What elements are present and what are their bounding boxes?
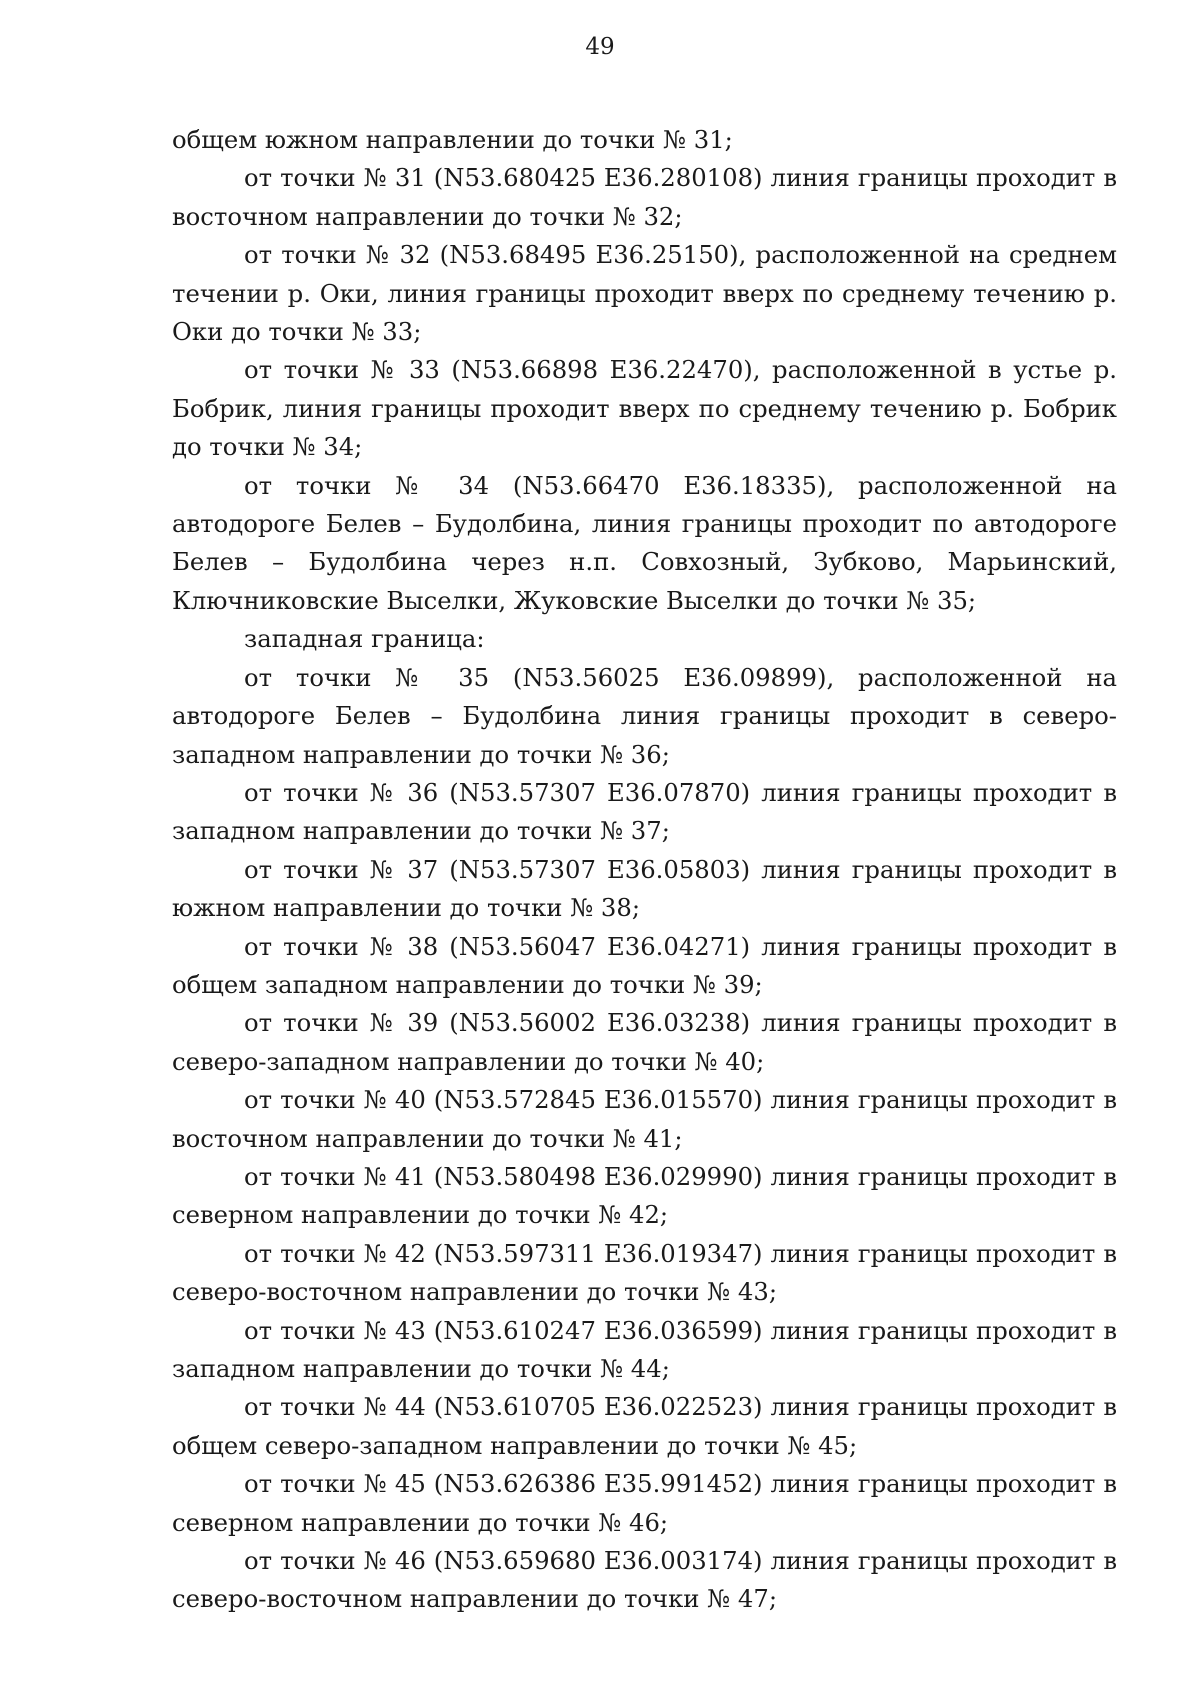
paragraph-point-37: от точки № 37 (N53.57307 E36.05803) линия границы проходит в южном направлении до точки № 38; — [172, 854, 1117, 923]
document-body — [172, 121, 1117, 1619]
paragraph-point-35: от точки № 35 (N53.56025 E36.09899), расположенной на автодороге Белев – Будолбина линия границы проходит в северо-западном направлении до точки № 36; — [172, 662, 1117, 769]
page-number: 49 — [585, 34, 615, 60]
paragraph-point-34: от точки № 34 (N53.66470 E36.18335), расположенной на автодороге Белев – Будолбина, линия границы проходит по автодороге Белев – Будолбина через н.п. Совхозный, Зубково, Марьинский, Ключниковские Выселки, Жуковские Выселки до точки № 35; — [172, 470, 1117, 615]
paragraph-point-46: от точки № 46 (N53.659680 E36.003174) линия границы проходит в северо-восточном направлении до точки № 47; — [172, 1546, 1117, 1614]
paragraph-point-40: от точки № 40 (N53.572845 E36.015570) линия границы проходит в восточном направлении до точки № 41; — [172, 1085, 1117, 1153]
paragraph-point-41: от точки № 41 (N53.580498 E36.029990) линия границы проходит в северном направлении до точки № 42; — [172, 1161, 1117, 1230]
paragraph-point-36: от точки № 36 (N53.57307 E36.07870) линия границы проходит в западном направлении до точки № 37; — [172, 777, 1117, 846]
paragraph-point-45: от точки № 45 (N53.626386 E35.991452) линия границы проходит в северном направлении до точки № 46; — [172, 1469, 1117, 1537]
section-heading-western-border: западная граница: — [244, 624, 485, 654]
paragraph-point-38: от точки № 38 (N53.56047 E36.04271) линия границы проходит в общем западном направлении до точки № 39; — [172, 931, 1117, 999]
paragraph-continuation: общем южном направлении до точки № 31; — [172, 125, 733, 154]
paragraph-point-39: от точки № 39 (N53.56002 E36.03238) линия границы проходит в северо-западном направлении до точки № 40; — [172, 1008, 1117, 1076]
paragraph-point-42: от точки № 42 (N53.597311 E36.019347) линия границы проходит в северо-восточном направлении до точки № 43; — [172, 1238, 1117, 1307]
paragraph-point-44: от точки № 44 (N53.610705 E36.022523) линия границы проходит в общем северо-западном направлении до точки № 45; — [172, 1392, 1117, 1460]
paragraph-point-31: от точки № 31 (N53.680425 E36.280108) линия границы проходит в восточном направлении до точки № 32; — [172, 163, 1117, 231]
paragraph-point-43: от точки № 43 (N53.610247 E36.036599) линия границы проходит в западном направлении до точки № 44; — [172, 1315, 1117, 1383]
paragraph-point-32: от точки № 32 (N53.68495 E36.25150), расположенной на среднем течении р. Оки, линия границы проходит вверх по среднему течению р. Оки до точки № 33; — [172, 240, 1117, 347]
paragraph-point-33: от точки № 33 (N53.66898 E36.22470), расположенной в устье р. Бобрик, линия границы проходит вверх по среднему течению р. Бобрик до точки № 34; — [172, 355, 1117, 462]
